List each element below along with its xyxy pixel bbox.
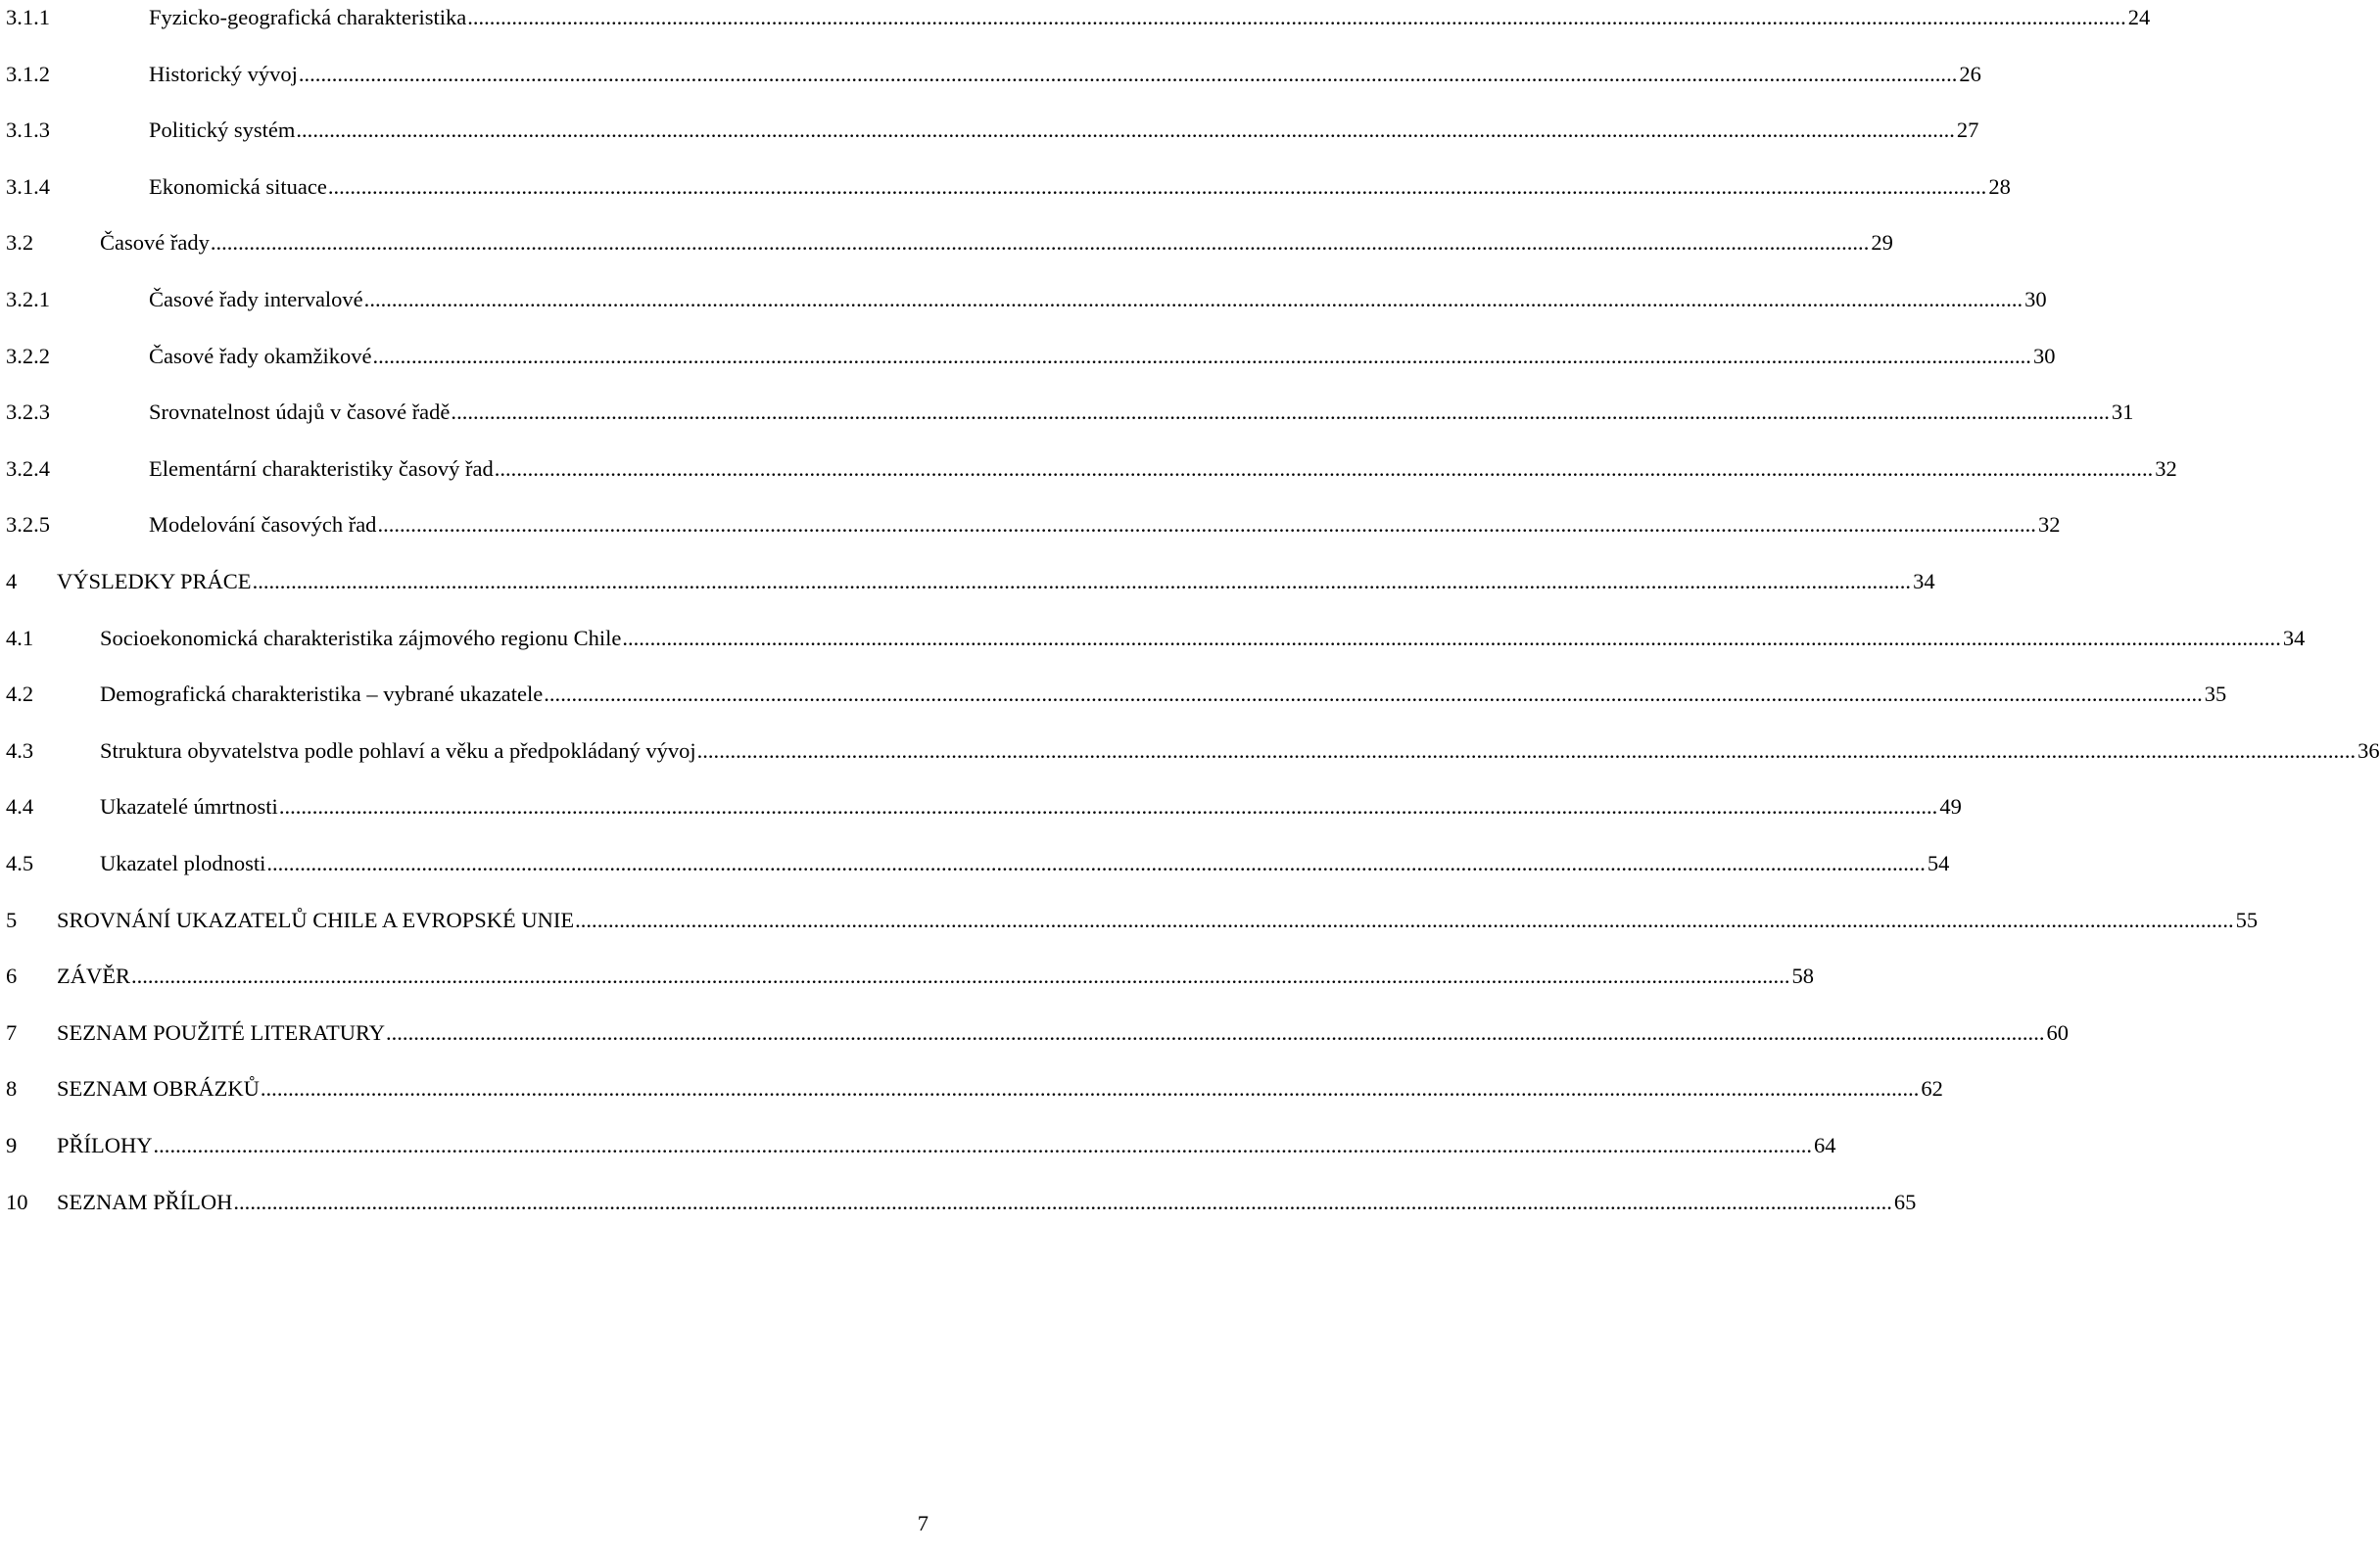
- toc-entry-number: 9: [6, 1133, 18, 1157]
- dot-leader: ............................................................................................................................................................................................................................................................................................................: [252, 569, 1912, 593]
- dot-leader: ............................................................................................................................................................................................................................................................................................................: [372, 343, 2031, 368]
- toc-entry-number: 4.1: [6, 625, 34, 650]
- dot-leader: ............................................................................................................................................................................................................................................................................................................: [233, 1189, 1892, 1214]
- toc-entry-page: 29: [1871, 230, 1893, 256]
- toc-entry-number: 8: [6, 1076, 18, 1102]
- dot-leader: ............................................................................................................................................................................................................................................................................................................: [298, 61, 1958, 86]
- toc-entry-number: 3.2: [6, 230, 34, 256]
- toc-entry[interactable]: [0, 736, 2380, 766]
- toc-entry-number: 6: [6, 964, 18, 989]
- toc-entry[interactable]: [0, 342, 2056, 371]
- dot-leader: ............................................................................................................................................................................................................................................................................................................: [575, 907, 2234, 932]
- toc-entry-number: 10: [6, 1189, 28, 1214]
- toc-entry-title: Ukazatel plodnosti: [100, 851, 266, 875]
- toc-entry-page: 58: [1791, 964, 1814, 989]
- toc-entry-page: 49: [1939, 794, 1962, 820]
- toc-entry-title: SEZNAM POUŽITÉ LITERATURY: [57, 1019, 385, 1045]
- toc-entry-number: 3.2.3: [6, 400, 50, 425]
- toc-entry-number: 4.5: [6, 851, 34, 875]
- toc-entry-page: 35: [2204, 682, 2227, 707]
- toc-entry-title: ZÁVĚR: [57, 964, 130, 989]
- toc-entry-page: 27: [1956, 118, 1979, 143]
- toc-entry-title: Demografická charakteristika – vybrané ukazatele: [100, 682, 544, 707]
- toc-entry-page: 34: [2282, 625, 2306, 650]
- toc-entry[interactable]: [0, 1131, 1836, 1160]
- toc-entry-number: 3.1.3: [6, 118, 50, 143]
- toc-entry[interactable]: [0, 60, 1981, 89]
- dot-leader: ............................................................................................................................................................................................................................................................................................................: [266, 851, 1926, 875]
- toc-entry[interactable]: [0, 962, 1814, 991]
- toc-entry[interactable]: [0, 1188, 1917, 1217]
- toc-entry-title: Socioekonomická charakteristika zájmového regionu Chile: [100, 625, 622, 650]
- toc-entry[interactable]: [0, 3, 2151, 32]
- toc-entry-title: Časové řady intervalové: [149, 287, 363, 311]
- dot-leader: ............................................................................................................................................................................................................................................................................................................: [260, 1076, 1920, 1102]
- dot-leader: ............................................................................................................................................................................................................................................................................................................: [153, 1133, 1813, 1157]
- dot-leader: ............................................................................................................................................................................................................................................................................................................: [544, 682, 2203, 707]
- toc-entry-title: SROVNÁNÍ UKAZATELŮ CHILE A EVROPSKÉ UNIE: [57, 907, 575, 932]
- toc-entry-title: VÝSLEDKY PRÁCE: [57, 569, 252, 593]
- toc-entry-page: 30: [2024, 287, 2047, 311]
- page-number: 7: [917, 1511, 928, 1535]
- toc-entry[interactable]: [0, 680, 2227, 709]
- toc-entry-page: 26: [1959, 61, 1981, 86]
- toc-entry[interactable]: [0, 792, 1962, 822]
- toc-entry-page: 60: [2046, 1019, 2069, 1045]
- toc-entry-number: 7: [6, 1019, 18, 1045]
- toc-entry-title: Struktura obyvatelstva podle pohlaví a věku a předpokládaný vývoj: [100, 737, 696, 763]
- toc-entry-page: 64: [1814, 1133, 1836, 1157]
- toc-entry-page: 55: [2235, 907, 2259, 932]
- toc-entry[interactable]: [0, 567, 1935, 596]
- toc-entry[interactable]: [0, 116, 1979, 145]
- toc-entry-title: Ukazatelé úmrtnosti: [100, 794, 278, 820]
- toc-entry-page: 32: [2037, 512, 2061, 538]
- toc-entry-number: 3.2.2: [6, 343, 50, 368]
- toc-entry-number: 3.1.1: [6, 5, 50, 29]
- toc-entry-number: 3.2.1: [6, 287, 50, 311]
- toc-entry-title: Ekonomická situace: [149, 173, 327, 199]
- toc-entry-page: 36: [2357, 737, 2380, 763]
- toc-entry[interactable]: [0, 398, 2134, 427]
- toc-entry-number: 4.4: [6, 794, 34, 820]
- toc-entry[interactable]: [0, 172, 2011, 202]
- toc-entry-title: Fyzicko-geografická charakteristika: [149, 5, 467, 29]
- toc-entry-number: 3.1.4: [6, 173, 50, 199]
- toc-entry-page: 65: [1893, 1189, 1917, 1214]
- toc-entry-page: 31: [2111, 400, 2134, 425]
- dot-leader: ............................................................................................................................................................................................................................................................................................................: [377, 512, 2036, 538]
- toc-entry[interactable]: [0, 285, 2047, 314]
- dot-leader: ............................................................................................................................................................................................................................................................................................................: [696, 737, 2356, 763]
- toc-entry-page: 62: [1921, 1076, 1943, 1102]
- toc-entry-page: 30: [2032, 343, 2056, 368]
- dot-leader: ............................................................................................................................................................................................................................................................................................................: [622, 625, 2281, 650]
- dot-leader: ............................................................................................................................................................................................................................................................................................................: [296, 118, 1955, 143]
- toc-entry-number: 5: [6, 907, 18, 932]
- dot-leader: ............................................................................................................................................................................................................................................................................................................: [451, 400, 2110, 425]
- toc-entry-title: Srovnatelnost údajů v časové řadě: [149, 400, 451, 425]
- toc-entry[interactable]: [0, 849, 1950, 878]
- toc-entry[interactable]: [0, 510, 2061, 540]
- toc-entry-title: SEZNAM OBRÁZKŮ: [57, 1076, 260, 1102]
- dot-leader: ............................................................................................................................................................................................................................................................................................................: [131, 964, 1790, 989]
- dot-leader: ............................................................................................................................................................................................................................................................................................................: [327, 173, 1987, 199]
- toc-entry[interactable]: [0, 906, 2259, 935]
- dot-leader: ............................................................................................................................................................................................................................................................................................................: [467, 5, 2126, 29]
- dot-leader: ............................................................................................................................................................................................................................................................................................................: [210, 230, 1870, 256]
- toc-entry-number: 3.2.4: [6, 455, 50, 481]
- toc-entry-page: 24: [2127, 5, 2151, 29]
- toc-entry[interactable]: [0, 228, 1893, 258]
- toc-entry-title: PŘÍLOHY: [57, 1133, 153, 1157]
- toc-entry[interactable]: [0, 1074, 1943, 1104]
- toc-entry-number: 3.1.2: [6, 61, 50, 86]
- toc-entry[interactable]: [0, 454, 2177, 484]
- toc-entry-title: Elementární charakteristiky časový řad: [149, 455, 494, 481]
- toc-entry-number: 3.2.5: [6, 512, 50, 538]
- toc-entry[interactable]: [0, 624, 2306, 653]
- toc-entry-page: 28: [1988, 173, 2011, 199]
- dot-leader: ............................................................................................................................................................................................................................................................................................................: [363, 287, 2023, 311]
- toc-entry-page: 32: [2155, 455, 2177, 481]
- toc-entry-number: 4: [6, 569, 18, 593]
- toc-entry-number: 4.2: [6, 682, 34, 707]
- dot-leader: ............................................................................................................................................................................................................................................................................................................: [385, 1019, 2045, 1045]
- dot-leader: ............................................................................................................................................................................................................................................................................................................: [494, 455, 2154, 481]
- toc-entry[interactable]: [0, 1018, 2069, 1048]
- toc-entry-page: 54: [1927, 851, 1950, 875]
- toc-entry-title: Časové řady okamžikové: [149, 343, 372, 368]
- toc-entry-number: 4.3: [6, 737, 34, 763]
- toc-entry-title: Modelování časových řad: [149, 512, 377, 538]
- toc-entry-page: 34: [1913, 569, 1935, 593]
- dot-leader: ............................................................................................................................................................................................................................................................................................................: [278, 794, 1938, 820]
- toc-entry-title: SEZNAM PŘÍLOH: [57, 1189, 233, 1214]
- toc-entry-title: Historický vývoj: [149, 61, 298, 86]
- toc-entry-title: Politický systém: [149, 118, 296, 143]
- toc-entry-title: Časové řady: [100, 230, 210, 256]
